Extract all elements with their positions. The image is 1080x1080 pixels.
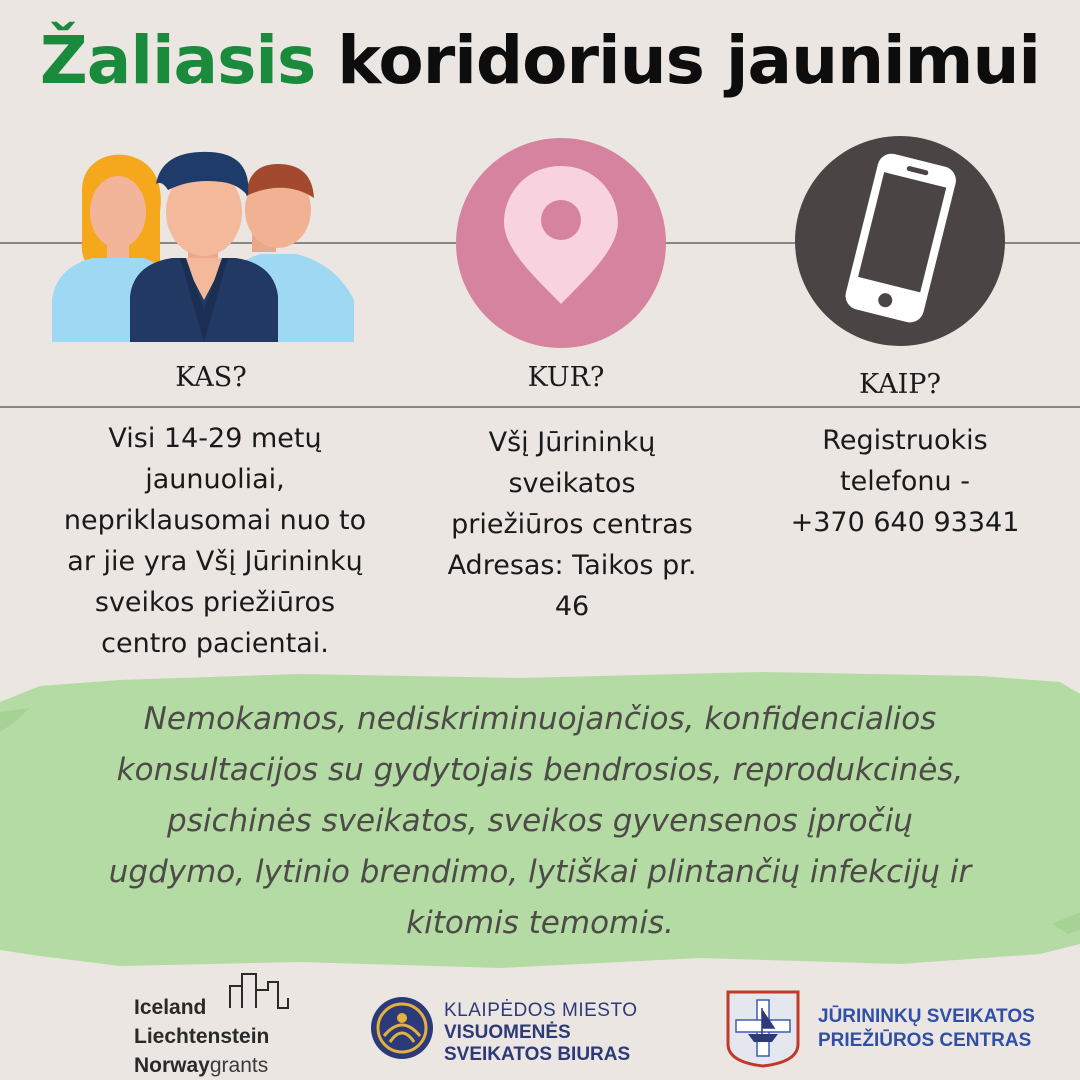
phone-icon — [795, 136, 1005, 346]
kmvsb-logo-text: KLAIPĖDOS MIESTO VISUOMENĖS SVEIKATOS BIURAS — [444, 1000, 638, 1065]
kur-description: Všį Jūrininkų sveikatos priežiūros centras Adresas: Taikos pr. 46 — [447, 427, 697, 622]
page-title — [0, 22, 1080, 99]
jsc-logo-text: JŪRININKŲ SVEIKATOS PRIEŽIŪROS CENTRAS — [818, 1006, 1035, 1051]
location-pin-icon — [456, 138, 666, 348]
eea-grants-logo: Iceland Liechtenstein Norwaygrants — [134, 996, 270, 1077]
kmvsb-emblem-icon — [370, 996, 434, 1060]
people-icon — [52, 150, 356, 342]
heading-kur: KUR? — [527, 362, 605, 393]
heading-kas: KAS? — [175, 362, 247, 393]
kas-description: Visi 14-29 metų jaunuoliai, nepriklausomai nuo to ar jie yra Všį Jūrininkų sveikos priežiūros centro pacientai. — [63, 423, 367, 659]
title-green-word: Žaliasis — [39, 22, 316, 99]
jsc-shield-icon — [724, 988, 802, 1068]
grants-mark-icon — [228, 970, 290, 1010]
divider-middle — [0, 406, 1080, 408]
kaip-description: Registruokis telefonu - +370 640 93341 — [760, 420, 1050, 543]
heading-kaip: KAIP? — [859, 369, 941, 400]
phone-number: +370 640 93341 — [790, 507, 1020, 538]
title-rest: koridorius jaunimui — [337, 22, 1041, 99]
services-description: Nemokamos, nediskriminuojančios, konfidencialios konsultacijos su gydytojais bendrosios, reprodukcinės, psichinės sveikatos, sveikos gyvensenos įpročių ugdymo, lytinio brendimo, lytiškai plintančių infekcijų ir kitomis temomis. — [108, 701, 972, 941]
